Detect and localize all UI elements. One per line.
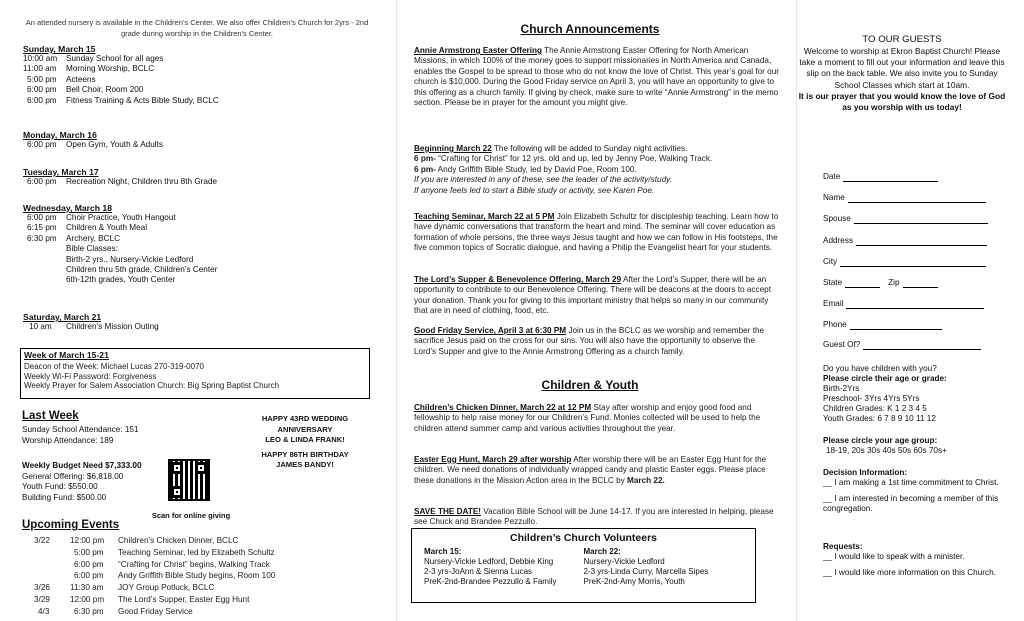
list-item: 5:00 pm Teaching Seminar, led by Elizabeth Schultz [74,547,275,557]
list-item: 6:00 pm “Crafting for Christ” begins, Walking Track [74,559,270,569]
nursery-note: An attended nursery is available in the Children’s Center. We also offer Children’s Church for 2yrs - 2nd grade during worship in the Children’s Center. [25,18,369,38]
anniversary-note: HAPPY 43RD WEDDING ANNIVERSARY LEO & LINDA FRANK! HAPPY 86TH BIRTHDAY JAMES BANDY! [261,414,349,470]
request-info-option[interactable]: __ I would like more information on this Church. [823,568,996,577]
decision-membership-option[interactable]: __ I am interested in becoming a member of this congregation. [823,494,999,513]
schedule-column [0,0,393,621]
bible-classes-heading: Bible Classes: [66,244,118,254]
date-field[interactable]: Date [823,172,938,182]
qr-caption: Scan for online giving [151,511,231,520]
guest-of-field[interactable]: Guest Of? [823,340,981,350]
day-saturday: Saturday, March 21 10 am Children’s Mission Outing [23,312,159,331]
day-monday: Monday, March 16 6:00 pm Open Gym, Youth & Adults [23,130,163,149]
vbs-announcement: SAVE THE DATE! Vacation Bible School will be June 14-17. If you are interested in helping, please see Chuck and Brandee Pezzullo. [414,507,774,527]
list-item: 6:00 pm Andy Griffith Bible Study begins, Room 100 [74,571,276,581]
budget: Weekly Budget Need $7,333.00 General Offering: $6,818.00 Youth Fund: $550.00 Building Fund: $500.00 [22,461,142,502]
request-minister-option[interactable]: __ I would like to speak with a minister. [823,552,965,561]
city-field[interactable]: City [823,257,986,267]
announcements-column [400,0,794,621]
state-zip-field[interactable]: State Zip [823,278,938,288]
egg-hunt-announcement: Easter Egg Hunt, March 29 after worship After worship there will be an Easter Egg Hunt for the children. We need donations of individually wrapped candy and plastic Easter eggs. Please place these donations in the Mission Action area in the BCLC by March 22. [414,455,767,485]
beginning-march-22-announcement: Beginning March 22 The following will be added to Sunday night activities. 6 pm- “Crafting for Christ” for 12 yrs. old and up, led by Jenny Poe, Walking Track. 6 pm- Andy Griffith Bible Study, led by David Poe, Room 100. If you are interested in any of these, see the leader of the activity/study. If anyone feels led to start a Bible study or activity, see Karen Poe. [414,144,713,195]
volunteers-box: Children’s Church Volunteers March 15: Nursery-Vickie Ledford, Debbie King 2-3 yrs-JoAnn & Sienna Lucas PreK-2nd-Brandee Pezzullo & Family March 22: Nursery-Vickie Ledford 2-3 yrs-Linda Curry, Marcella Sipes PreK-2nd-Amy Morris, Youth [411,528,756,603]
lords-supper-announcement: The Lord’s Supper & Benevolence Offering, March 29 After the Lord’s Supper, there will be an opportunity to contribute to our Benevolence Offering. There will be deacons at the doors to accept your donation. Thank you for giving to this important ministry that helps so many in our community that are in need of clothing, food, etc. [414,275,771,316]
children-question: Do you have children with you? Please circle their age or grade: Birth-2Yrs Preschool- 3Yrs 4Yrs 5Yrs Children Grades: K 1 2 3 4 5 Youth Grades: 6 7 8 9 10 11 12 [823,364,947,423]
guest-card-column [798,0,1024,621]
children-youth-title: Children & Youth [541,378,639,392]
day-sunday: Sunday, March 15 10:00 am Sunday School for all ages 11:00 am Morning Worship, BCLC 5:00 pm Acteens 6:00 pm Bell Choir, Room 200 6:00 pm Fitness Training & Acts Bible Study, BCLC [23,44,383,106]
guest-title: TO OUR GUESTS [862,34,942,45]
events-list [22,535,392,618]
day-title: Sunday, March 15 [23,44,96,54]
upcoming-events-title: Upcoming Events [22,519,120,531]
day-tuesday: Tuesday, March 17 6:00 pm Recreation Night, Children thru 8th Grade [23,167,218,186]
teaching-seminar-announcement: Teaching Seminar, March 22 at 5 PM Join Elizabeth Schultz for discipleship teaching. Learn how to have dynamic conversations that transform the heart and mind. The seminar will cover education as formation of whole persons, the three ways Jesus taught and how we can follow in His footsteps, the five common topics of Socratic dialogue, and having a Philip the Evangelist heart for your students. [414,212,779,253]
day-wednesday: Wednesday, March 18 6:00 pm Choir Practice, Youth Hangout 6:15 pm Children & Youth Meal 6:30 pm Archery, BCLC Bible Classes: Birth-2 yrs., Nursery-Vickie Ledford Children thru 5th grade, Children’s Center 6th-12th grades, Youth Center [23,203,383,286]
column-divider [796,0,797,621]
email-field[interactable]: Email [823,299,984,309]
age-group-question: Please circle your age group: 18-19, 20s 30s 40s 50s 60s 70s+ [823,436,947,455]
phone-field[interactable]: Phone [823,320,942,330]
name-field[interactable]: Name [823,193,986,203]
list-item: 3/26 11:30 am JOY Group Potluck, BCLC [34,583,215,593]
chicken-dinner-announcement: Children’s Chicken Dinner, March 22 at 12 PM Stay after worship and enjoy good food and fellowship to help raise money for our Children’s Fund. Monies collected will be used to help the children attend summer camp and various activities throughout the year. [414,403,761,433]
list-item: 4/3 6:30 pm Good Friday Service [38,606,193,616]
decision-commitment-option[interactable]: __ I am making a 1st time commitment to Christ. [823,478,999,487]
list-item: 3/29 12:00 pm The Lord’s Supper, Easter Egg Hunt [34,594,250,604]
last-week: Last Week Sunday School Attendance: 151 Worship Attendance: 189 [22,410,139,445]
decision-info: Decision Information: __ I am making a 1st time commitment to Christ. __ I am interested in becoming a member of this congregation. [823,468,1003,514]
giving-qr-code[interactable] [168,459,210,501]
column-divider [396,0,397,621]
good-friday-announcement: Good Friday Service, April 3 at 6:30 PM Join us in the BCLC as we worship and remember the sacrifice Jesus paid on the cross for our sins. You will also have the opportunity to observe the Lord’s Supper and give to the Annie Armstrong Offering as a church family. [414,326,765,356]
spouse-field[interactable]: Spouse [823,214,988,224]
announcements-title: Church Announcements [520,22,660,36]
volunteers-march-15: March 15: Nursery-Vickie Ledford, Debbie King 2-3 yrs-JoAnn & Sienna Lucas PreK-2nd-Brandee Pezzullo & Family [424,547,557,586]
annie-armstrong-announcement: Annie Armstrong Easter Offering The Annie Armstrong Easter Offering for North American Missions, in which 100% of the money goes to support missionaries in North America and Canada, enables the Gospel to be spread to those who do not know the love of Christ. This year’s goal for our church is $10,000. During the Good Friday service on April 3, you will have an opportunity to give to this offering as a church family. If giving by check, make sure to write “Annie Armstrong” in the memo section. Please be in prayer for the amount you might give. [414,46,780,108]
requests: Requests: __ I would like to speak with a minister. __ I would like more information on this Church. [823,542,1003,578]
address-field[interactable]: Address [823,236,987,246]
list-item: 3/22 12:00 pm Children’s Chicken Dinner, BCLC [34,536,239,545]
guest-welcome: TO OUR GUESTS Welcome to worship at Ekron Baptist Church! Please take a moment to fill out your information and leave this slip on the back table. We also invite you to Sunday School Classes which start at 10am. It is our prayer that you would know the love of God as you worship with us today! [798,34,1006,113]
week-info-box: Week of March 15-21 Deacon of the Week: Michael Lucas 270-319-0070 Weekly Wi-Fi Password: Forgiveness Weekly Prayer for Salem Association Church: Big Spring Baptist Church [20,348,370,399]
volunteers-march-22: March 22: Nursery-Vickie Ledford 2-3 yrs-Linda Curry, Marcella Sipes PreK-2nd-Amy Morris, Youth [583,547,709,586]
